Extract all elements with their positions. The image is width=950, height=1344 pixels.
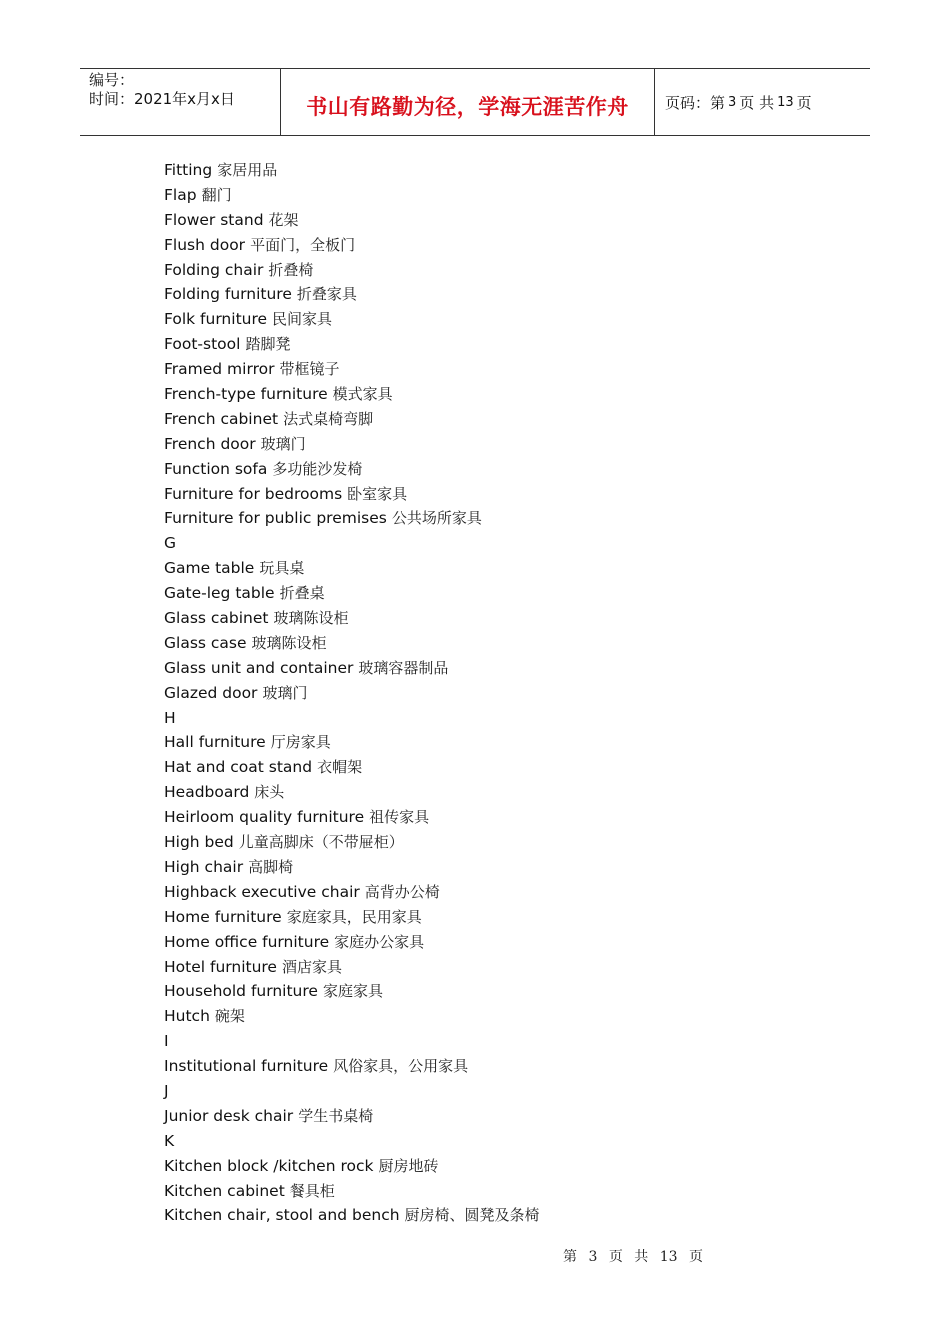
entry-english-term: Fitting [164,161,213,179]
entry-chinese-term: 折叠桌 [279,584,325,603]
entry-english-term: Function sofa [164,459,268,478]
entry-english-term: Hall furniture [164,733,266,752]
entry-english-term: Kitchen chair, stool and bench [164,1206,400,1225]
entry-english-term: K [164,1131,175,1150]
glossary-entry [164,307,864,332]
entry-chinese-term: 翻门 [201,185,232,204]
entry-english-term: Framed mirror [164,360,275,379]
footer-mid2: 共 [634,1249,649,1265]
entry-chinese-term: 厨房地砖 [378,1156,439,1175]
entry-chinese-term: 平面门，全板门 [250,235,356,254]
page-header [80,68,870,136]
glossary-entry [164,681,864,706]
entry-chinese-term: 家庭家具，民用家具 [286,907,422,926]
glossary-entry [164,556,864,581]
footer-suffix: 页 [689,1249,704,1265]
entry-chinese-term: 家居用品 [217,161,278,179]
entry-english-term: Folk furniture [164,310,268,329]
entry-english-term: Furniture for bedrooms [164,484,343,503]
entry-english-term: Folding furniture [164,285,292,304]
glossary-entry [164,158,864,183]
entry-chinese-term: 家庭家具 [322,982,383,1001]
entry-english-term: Highback executive chair [164,882,360,901]
footer-current-page: 3 [588,1249,598,1265]
document-code-label: 编号： [89,71,135,89]
glossary-entry [164,1054,864,1079]
glossary-entry [164,730,864,755]
entry-chinese-term: 玩具桌 [259,559,305,578]
footer-prefix: 第 [563,1249,577,1265]
glossary-entry [164,780,864,805]
glossary-entry [164,208,864,233]
header-page-total: 13 [777,94,794,110]
glossary-entry [164,1104,864,1129]
entry-english-term: Furniture for public premises [164,509,387,528]
entry-english-term: H [164,708,176,727]
entry-chinese-term: 花架 [268,210,299,229]
glossary-entry [164,1079,864,1104]
entry-chinese-term: 厅房家具 [270,733,331,752]
glossary-entry [164,258,864,283]
entry-chinese-term: 碗架 [214,1007,245,1026]
entry-english-term: J [164,1081,169,1100]
glossary-entry [164,955,864,980]
entry-chinese-term: 折叠椅 [268,260,314,279]
entry-chinese-term: 民间家具 [272,310,333,329]
entry-english-term: French door [164,434,256,453]
entry-chinese-term: 祖传家具 [369,808,430,827]
entry-english-term: Headboard [164,783,250,802]
header-page-prefix: 页码：第 [665,93,726,112]
entry-chinese-term: 高脚椅 [248,857,294,876]
glossary-entry [164,755,864,780]
document-date-label: 时间：2021年x月x日 [89,90,235,108]
entry-chinese-term: 衣帽架 [317,758,363,777]
glossary-entry [164,880,864,905]
entry-chinese-term: 玻璃陈设柜 [273,609,349,628]
glossary-entry [164,506,864,531]
entry-chinese-term: 踏脚凳 [245,335,291,354]
entry-chinese-term: 风俗家具，公用家具 [333,1057,469,1076]
entry-chinese-term: 玻璃陈设柜 [251,633,327,652]
entry-english-term: High chair [164,857,244,876]
glossary-entry [164,432,864,457]
glossary-entry [164,282,864,307]
entry-chinese-term: 床头 [254,783,285,802]
entry-chinese-term: 卧室家具 [347,484,408,503]
entry-english-term: Hat and coat stand [164,758,313,777]
glossary-entry [164,631,864,656]
glossary-entry [164,855,864,880]
glossary-entry [164,382,864,407]
entry-english-term: French-type furniture [164,385,328,404]
entry-chinese-term: 玻璃容器制品 [358,658,449,677]
entry-english-term: I [164,1032,169,1051]
header-page-mid: 页 共 [739,93,775,112]
header-page-indicator [655,69,870,135]
glossary-entry [164,531,864,556]
footer-total-pages: 13 [659,1249,678,1265]
glossary-entry [164,357,864,382]
entry-english-term: Glass cabinet [164,609,269,628]
entry-chinese-term: 家庭办公家具 [334,932,425,951]
entry-english-term: G [164,534,177,553]
glossary-entry [164,905,864,930]
entry-chinese-term: 玻璃门 [262,683,308,702]
entry-chinese-term: 多功能沙发椅 [272,459,363,478]
entry-english-term: Flower stand [164,210,264,229]
glossary-entry [164,482,864,507]
glossary-entry [164,1004,864,1029]
glossary-entry [164,183,864,208]
entry-english-term: Household furniture [164,982,318,1001]
entry-english-term: Glass case [164,633,247,652]
entry-chinese-term: 高背办公椅 [364,882,440,901]
entry-english-term: Home furniture [164,907,282,926]
entry-english-term: Kitchen block /kitchen rock [164,1156,374,1175]
glossary-entry [164,1179,864,1204]
glossary-entry [164,332,864,357]
entry-chinese-term: 法式桌椅弯脚 [283,409,374,428]
header-page-current: 3 [728,94,737,110]
glossary-entry [164,1029,864,1054]
glossary-entry [164,1203,864,1228]
entry-english-term: High bed [164,833,234,852]
entry-chinese-term: 带框镜子 [279,360,340,379]
entry-english-term: Flush door [164,235,246,254]
entry-english-term: Junior desk chair [164,1106,294,1125]
entry-chinese-term: 学生书桌椅 [298,1106,374,1125]
entry-chinese-term: 玻璃门 [260,434,306,453]
entry-chinese-term: 儿童高脚床（不带屉柜） [238,833,404,852]
glossary-entry [164,1129,864,1154]
entry-chinese-term: 折叠家具 [296,285,357,304]
entry-english-term: Foot-stool [164,335,241,354]
entry-english-term: Hotel furniture [164,957,277,976]
entry-english-term: Heirloom quality furniture [164,808,365,827]
glossary-entry [164,1154,864,1179]
glossary-entry [164,979,864,1004]
entry-english-term: Home office furniture [164,932,330,951]
glossary-entry [164,656,864,681]
entry-english-term: Game table [164,559,255,578]
glossary-entry [164,606,864,631]
entry-english-term: French cabinet [164,409,279,428]
header-meta-cell [80,69,281,135]
glossary-entry [164,457,864,482]
entry-english-term: Kitchen cabinet [164,1181,285,1200]
entry-english-term: Gate-leg table [164,584,275,603]
glossary-entry [164,830,864,855]
entry-english-term: Glazed door [164,683,258,702]
header-page-suffix: 页 [796,93,812,112]
glossary-list [164,158,864,1228]
entry-chinese-term: 公共场所家具 [391,509,482,528]
entry-english-term: Glass unit and container [164,658,354,677]
header-motto: 书山有路勤为径，学海无涯苦作舟 [281,69,655,135]
footer-mid1: 页 [608,1249,623,1265]
glossary-entry [164,233,864,258]
entry-english-term: Hutch [164,1007,210,1026]
entry-english-term: Flap [164,185,197,204]
glossary-entry [164,706,864,731]
entry-chinese-term: 厨房椅、圆凳及条椅 [404,1206,540,1225]
entry-chinese-term: 模式家具 [332,385,393,404]
entry-english-term: Folding chair [164,260,264,279]
glossary-entry [164,407,864,432]
entry-chinese-term: 酒店家具 [281,957,342,976]
glossary-entry [164,581,864,606]
entry-english-term: Institutional furniture [164,1057,329,1076]
glossary-entry [164,805,864,830]
glossary-entry [164,930,864,955]
entry-chinese-term: 餐具柜 [289,1181,335,1200]
page-footer [0,1246,950,1266]
